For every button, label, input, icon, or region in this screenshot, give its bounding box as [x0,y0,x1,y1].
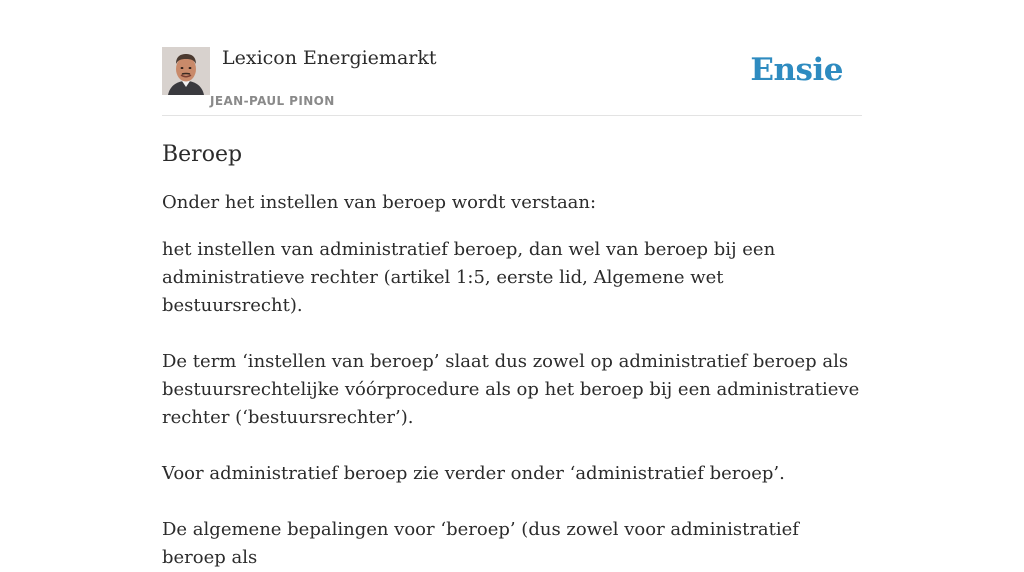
site-title[interactable]: Lexicon Energiemarkt [222,47,437,69]
author-name[interactable]: JEAN-PAUL PINON [210,94,335,108]
avatar[interactable] [162,47,210,95]
article [162,141,862,572]
article-intro: Onder het instellen van beroep wordt verstaan: [162,192,597,213]
header [162,46,862,116]
article-paragraph: De term ‘instellen van beroep’ slaat dus zowel op administratief beroep als bestuursrechtelijke vóórprocedure als op het beroep bij een administratieve rechter (‘bestuursrechter’). [162,351,860,428]
article-paragraph: het instellen van administratief beroep, dan wel van beroep bij een administratieve rechter (artikel 1:5, eerste lid, Algemene wet bestuursrecht). [162,239,776,316]
author-portrait-icon [162,47,210,95]
article-paragraph: Voor administratief beroep zie verder onder ‘administratief beroep’. [162,463,785,484]
content-column [162,46,862,572]
page-title: Beroep [162,142,243,167]
ensie-logo[interactable]: Ensie [750,52,843,88]
article-paragraph: De algemene bepalingen voor ‘beroep’ (dus zowel voor administratief beroep als [162,519,799,568]
